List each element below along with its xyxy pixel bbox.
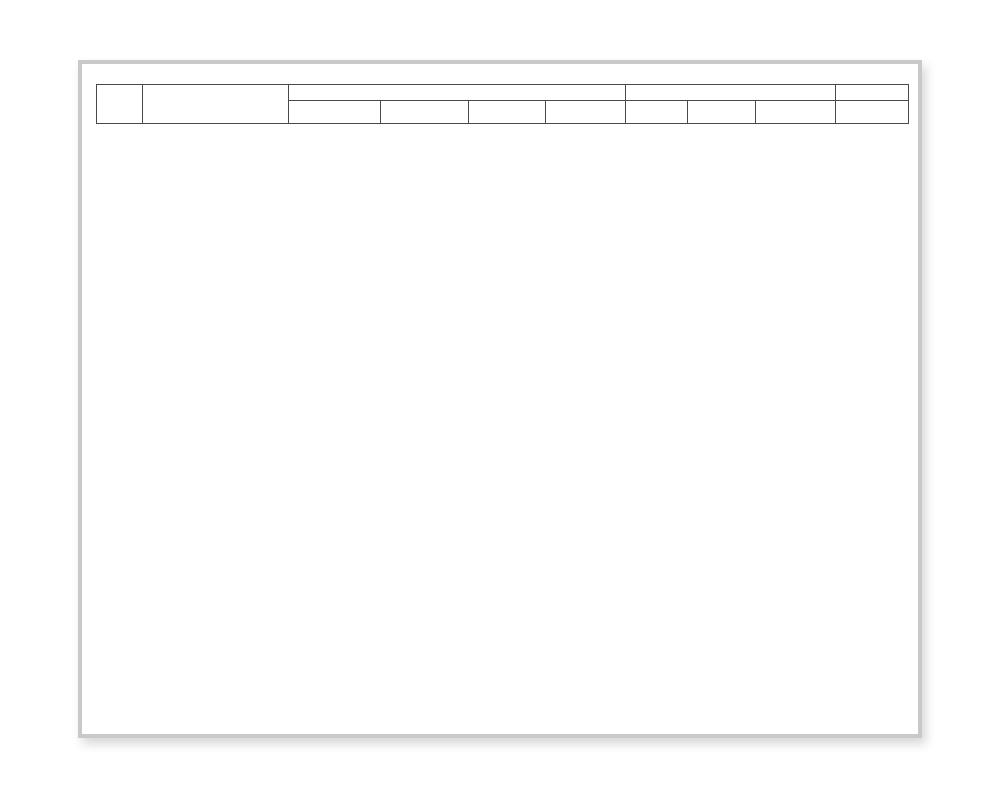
group-header-physikalische-gefahr [289,85,626,101]
col-header-sehr-giftig [688,101,756,124]
col-header-kategorie [97,85,143,124]
col-header-gesundheitsschaedlich [756,101,836,124]
col-header-druckgas [546,101,626,124]
group-header-umweltgefahr [836,85,909,101]
col-header-hochentzuendlich [381,101,469,124]
group-header-gesundheitsgefahr [626,85,836,101]
col-header-verwendungsart [143,85,289,124]
poster-page [78,60,922,738]
col-header-aetzend [626,101,688,124]
col-header-brandfoerdernd [469,101,546,124]
table-head [97,85,909,124]
col-header-umweltgefaehrlich [836,101,909,124]
col-header-explosionsgefaehrlich [289,101,381,124]
hazard-table [96,84,909,124]
